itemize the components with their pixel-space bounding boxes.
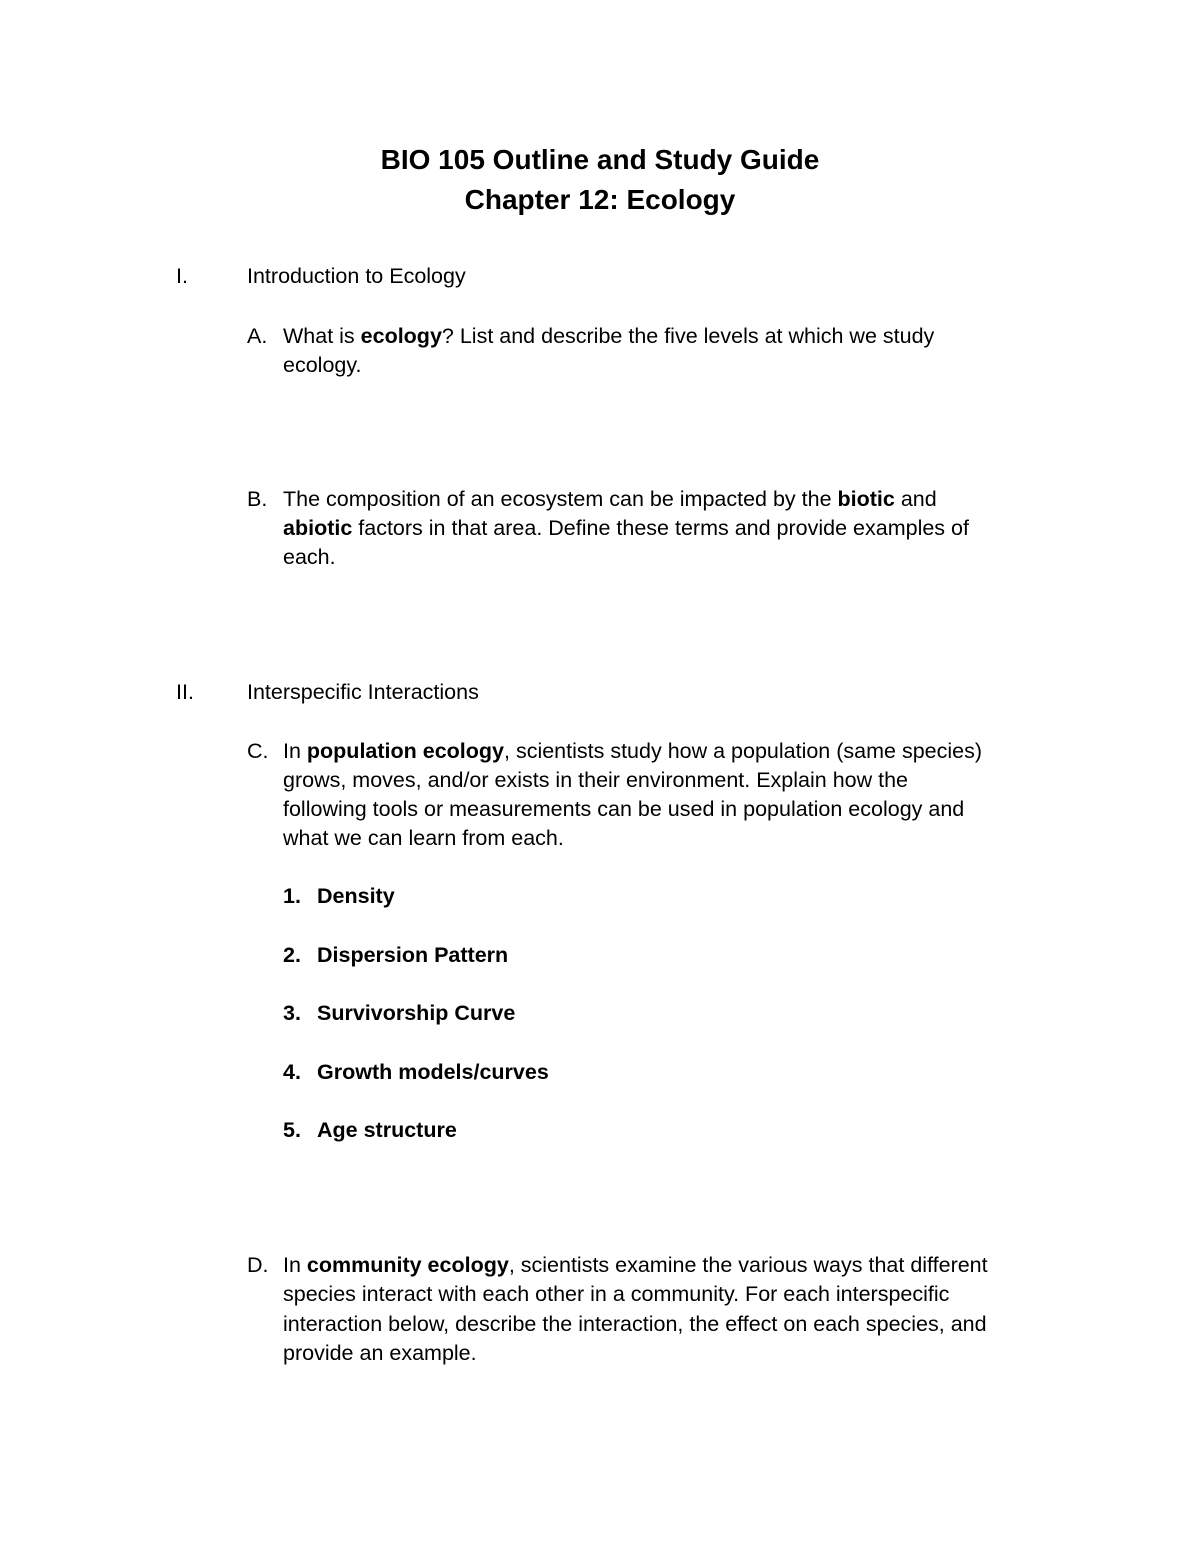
list-item-density: Density: [317, 884, 395, 908]
list-number: 2.: [283, 943, 301, 967]
item-d-line-2: species interact with each other in a community. For each interspecific: [283, 1282, 950, 1306]
term-population-ecology: population ecology: [306, 739, 504, 763]
list-item-age-structure: Age structure: [317, 1118, 457, 1142]
section-numeral: II.: [176, 680, 194, 704]
item-b-line-2: abiotic factors in that area. Define these terms and provide examples of: [283, 516, 969, 540]
item-letter: D.: [247, 1253, 269, 1277]
section-numeral: I.: [176, 264, 188, 288]
list-number: 1.: [283, 884, 301, 908]
item-c-line-4: what we can learn from each.: [283, 826, 564, 850]
list-item-growth-models: Growth models/curves: [317, 1060, 549, 1084]
item-c-line-3: following tools or measurements can be used in population ecology and: [283, 797, 965, 821]
item-d-line-1: In community ecology, scientists examine the various ways that different: [283, 1253, 988, 1277]
item-letter: A.: [247, 324, 268, 348]
item-letter: B.: [247, 487, 268, 511]
list-number: 5.: [283, 1118, 301, 1142]
term-biotic: biotic: [837, 487, 895, 511]
item-b-line-1: The composition of an ecosystem can be impacted by the biotic and: [283, 487, 937, 511]
list-number: 3.: [283, 1001, 301, 1025]
item-letter: C.: [247, 739, 269, 763]
item-d-line-4: provide an example.: [283, 1341, 477, 1365]
item-a-line-2: ecology.: [283, 353, 362, 377]
term-community-ecology: community ecology: [306, 1253, 509, 1277]
item-a-line-1: What is ecology? List and describe the five levels at which we study: [283, 324, 935, 348]
item-c-line-2: grows, moves, and/or exists in their environment. Explain how the: [283, 768, 908, 792]
item-b-line-3: each.: [283, 545, 336, 569]
item-d-line-3: interaction below, describe the interaction, the effect on each species, and: [283, 1312, 987, 1336]
list-item-survivorship-curve: Survivorship Curve: [317, 1001, 516, 1025]
section-heading: Introduction to Ecology: [247, 264, 466, 288]
document-title: BIO 105 Outline and Study Guide: [380, 144, 820, 175]
list-item-dispersion-pattern: Dispersion Pattern: [317, 943, 509, 967]
item-c-line-1: In population ecology, scientists study how a population (same species): [283, 739, 983, 763]
document-subtitle: Chapter 12: Ecology: [464, 184, 736, 215]
term-abiotic: abiotic: [283, 516, 353, 540]
section-heading: Interspecific Interactions: [247, 680, 479, 704]
list-number: 4.: [283, 1060, 301, 1084]
term-ecology: ecology: [360, 324, 442, 348]
